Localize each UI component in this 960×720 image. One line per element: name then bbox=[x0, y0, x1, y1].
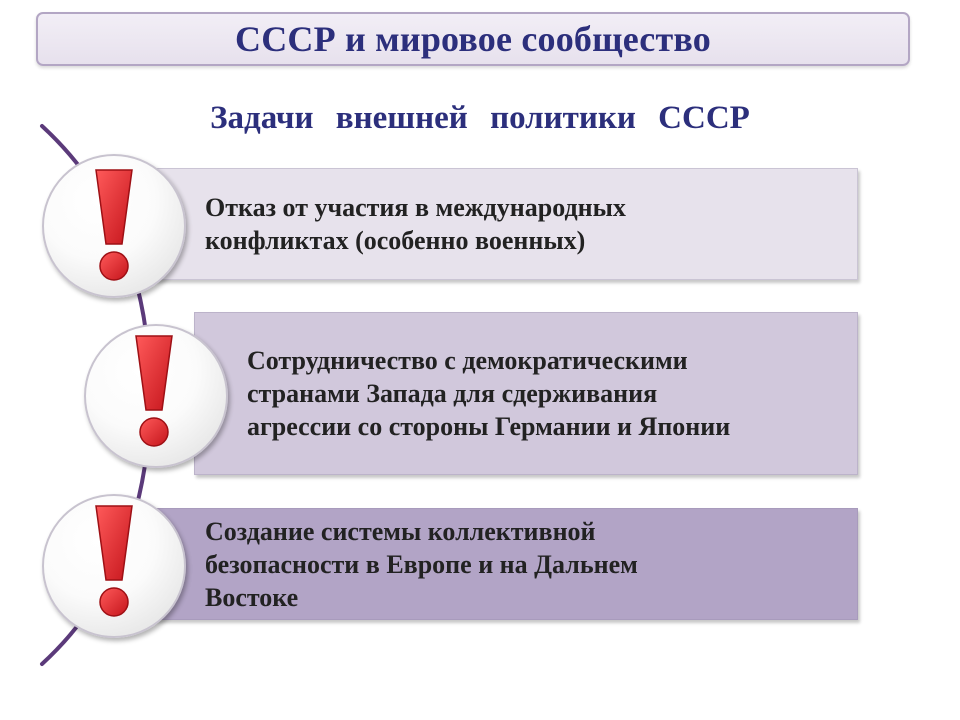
task-box-1 bbox=[150, 168, 858, 280]
task-box-3 bbox=[150, 508, 858, 620]
task-3-line-3: Востоке bbox=[205, 582, 299, 612]
task-1-line-1: Отказ от участия в международных bbox=[205, 193, 626, 222]
exclamation-icon bbox=[86, 326, 226, 466]
exclamation-badge-2 bbox=[84, 324, 228, 468]
task-3-line-2: безопасности в Европе и на Дальнем bbox=[205, 549, 638, 579]
subtitle: Задачи внешней политики СССР bbox=[210, 100, 750, 136]
task-text-3 bbox=[205, 515, 638, 614]
task-box-2 bbox=[194, 312, 858, 475]
page-title: СССР и мировое сообщество bbox=[235, 19, 711, 59]
task-1-line-2: конфликтах (особенно военных) bbox=[205, 226, 586, 255]
task-2-line-3: агрессии со стороны Германии и Японии bbox=[247, 412, 731, 441]
task-text-2 bbox=[247, 344, 730, 443]
task-2-line-2: странами Запада для сдерживания bbox=[247, 379, 658, 408]
exclamation-badge-1 bbox=[42, 154, 186, 298]
task-text-1 bbox=[205, 191, 626, 257]
exclamation-badge-3 bbox=[42, 494, 186, 638]
exclamation-icon bbox=[44, 156, 184, 296]
task-2-line-1: Сотрудничество с демократическими bbox=[247, 346, 688, 375]
exclamation-icon bbox=[44, 496, 184, 636]
task-3-line-1: Создание системы коллективной bbox=[205, 516, 596, 546]
